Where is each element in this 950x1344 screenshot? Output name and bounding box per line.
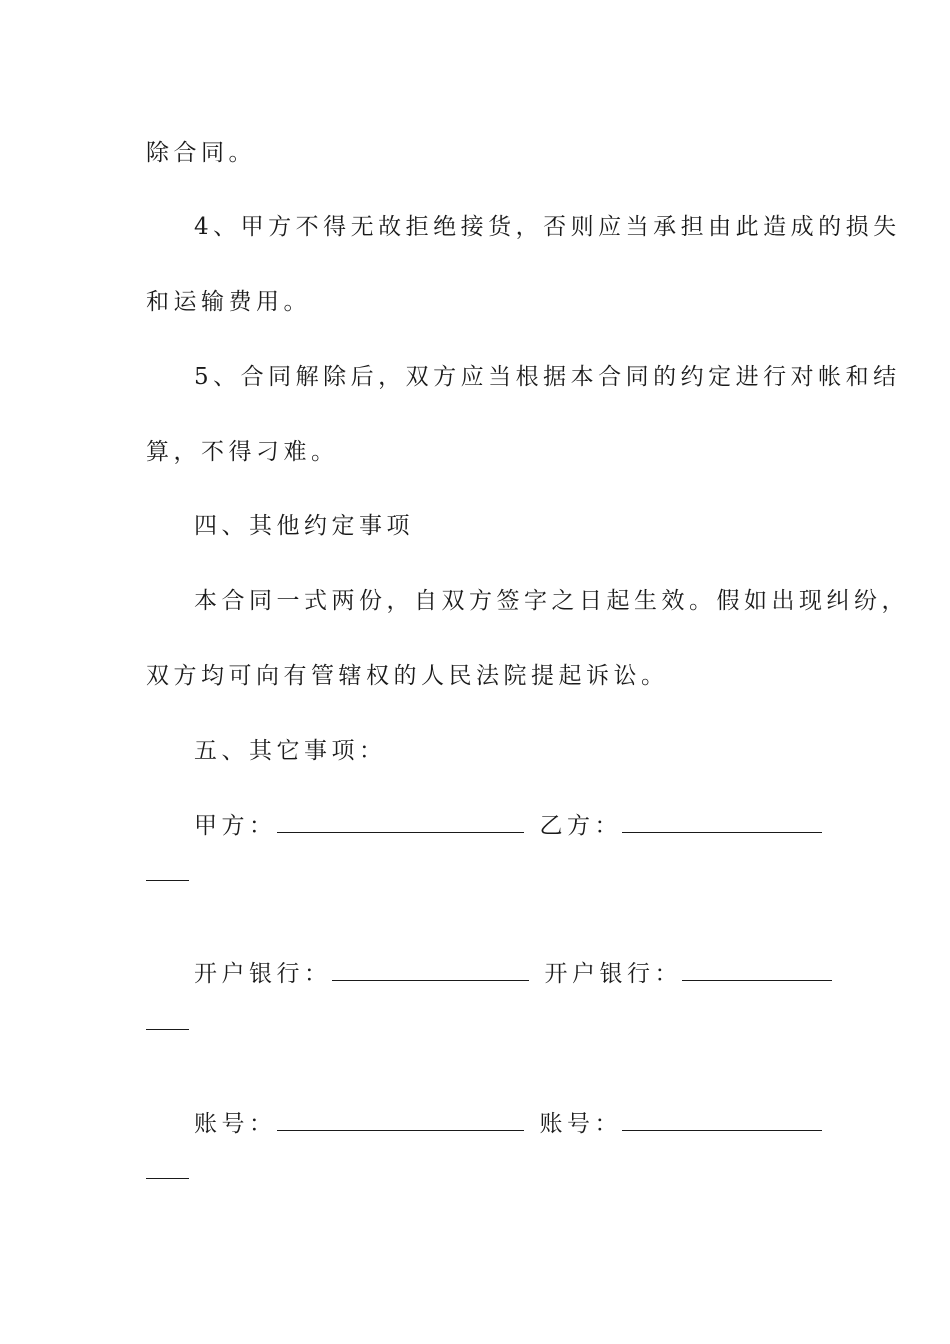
account-row [194, 1109, 822, 1139]
bank-b-blank-continued [146, 1028, 189, 1030]
bank-a-blank[interactable] [332, 960, 529, 981]
bank-b-label: 开户银行： [544, 961, 682, 987]
party-a-label: 甲方： [194, 813, 277, 839]
section-4-line-2: 双方均可向有管辖权的人民法院提起诉讼。 [146, 663, 669, 689]
party-b-label: 乙方： [539, 813, 622, 839]
clause-4-line-2: 和运输费用。 [146, 289, 311, 315]
bank-a-label: 开户银行： [194, 961, 332, 987]
account-a-blank[interactable] [277, 1110, 524, 1131]
bank-b-blank[interactable] [682, 960, 832, 981]
clause-5-line-1: 5、合同解除后，双方应当根据本合同的约定进行对帐和结 [194, 364, 901, 390]
account-b-label: 账号： [539, 1111, 622, 1137]
section-4-line-1: 本合同一式两份，自双方签字之日起生效。假如出现纠纷， [194, 588, 909, 614]
party-b-blank[interactable] [622, 812, 822, 833]
clause-4-line-1: 4、甲方不得无故拒绝接货，否则应当承担由此造成的损失 [194, 214, 901, 240]
paragraph-line-continued: 除合同。 [146, 140, 256, 166]
clause-5-line-2: 算，不得刁难。 [146, 439, 339, 465]
section-5-title: 五、其它事项： [194, 738, 387, 764]
account-b-blank[interactable] [622, 1110, 822, 1131]
party-a-blank[interactable] [277, 812, 524, 833]
party-b-blank-continued [146, 879, 189, 881]
party-row [194, 811, 822, 841]
section-4-title: 四、其他约定事项 [194, 513, 414, 539]
account-a-label: 账号： [194, 1111, 277, 1137]
account-b-blank-continued [146, 1177, 189, 1179]
bank-row [194, 959, 832, 989]
